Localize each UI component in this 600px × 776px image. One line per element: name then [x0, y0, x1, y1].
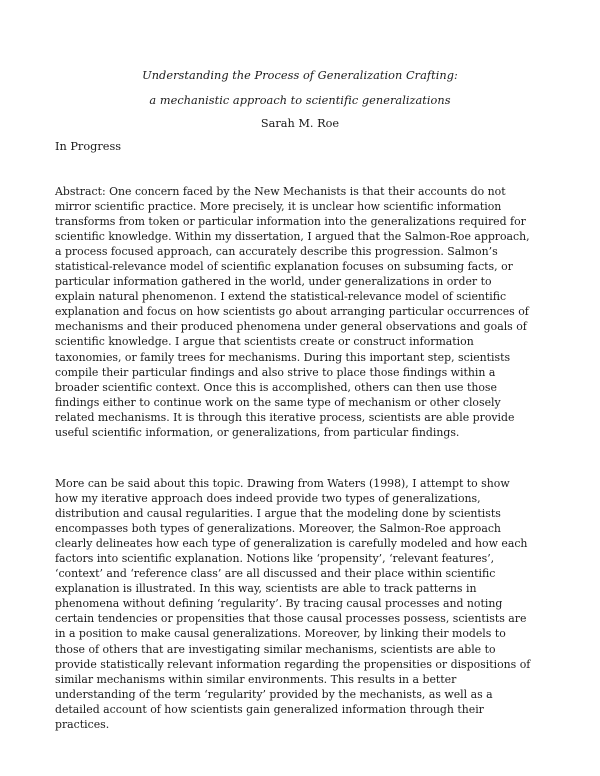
title-line-2: a mechanistic approach to scientific generalizations	[149, 94, 451, 107]
body-paragraph	[55, 476, 555, 732]
text-line: explain natural phenomenon. I extend the statistical-relevance model of scientific	[55, 290, 507, 304]
text-line: taxonomies, or family trees for mechanisms. During this important step, scientists	[55, 350, 511, 364]
text-line: practices.	[55, 717, 110, 731]
text-line: related mechanisms. It is through this iterative process, scientists are able provide	[55, 410, 515, 424]
text-line: More can be said about this topic. Drawing from Waters (1998), I attempt to show	[55, 477, 510, 490]
author-name: Sarah M. Roe	[260, 117, 340, 130]
abstract-paragraph	[55, 184, 555, 440]
text-line: particular information gathered in the world, under generalizations in order to	[55, 275, 492, 289]
text-line: mirror scientific practice. More precisely, it is unclear how scientific information	[55, 200, 502, 214]
text-line: statistical-relevance model of scientific explanation focuses on subsuming facts, or	[55, 260, 513, 274]
status-label: In Progress	[55, 140, 122, 153]
text-line: how my iterative approach does indeed provide two types of generalizations,	[55, 492, 481, 506]
text-line: explanation and focus on how scientists go about arranging particular occurrences of	[55, 305, 529, 319]
text-line: phenomena without defining ‘regularity’. By tracing causal processes and noting	[55, 597, 503, 611]
text-line: Abstract: One concern faced by the New Mechanists is that their accounts do not	[55, 185, 506, 198]
text-line: scientific knowledge. I argue that scientists create or construct information	[55, 335, 474, 349]
text-line: ‘context’ and ‘reference class’ are all discussed and their place within scientific	[55, 567, 496, 581]
text-line: understanding of the term ‘regularity’ provided by the mechanists, as well as a	[55, 687, 493, 701]
text-line: a process focused approach, can accurately describe this progression. Salmon’s	[55, 245, 498, 259]
text-line: in a position to make causal generalizations. Moreover, by linking their models to	[55, 627, 506, 641]
text-line: broader scientific context. Once this is accomplished, others can then use those	[55, 380, 497, 394]
text-line: scientific knowledge. Within my dissertation, I argued that the Salmon-Roe approach,	[55, 230, 530, 244]
text-line: provide statistically relevant information regarding the propensities or dispositions of	[55, 657, 531, 671]
text-line: similar mechanisms within similar environments. This results in a better	[55, 672, 457, 686]
text-line: explanation is illustrated. In this way, scientists are able to track patterns in	[55, 582, 477, 596]
text-line: detailed account of how scientists gain generalized information through their	[55, 702, 484, 716]
text-line: factors into scientific explanation. Notions like ‘propensity’, ‘relevant features’,	[55, 552, 495, 566]
title-line-1: Understanding the Process of Generalization Crafting:	[142, 69, 458, 82]
text-line: distribution and causal regularities. I argue that the modeling done by scientists	[55, 507, 501, 521]
text-line: useful scientific information, or generalizations, from particular findings.	[55, 425, 460, 439]
text-line: mechanisms and their produced phenomena under general observations and goals of	[55, 320, 527, 334]
text-line: compile their particular findings and also strive to place those findings within a	[55, 365, 496, 379]
text-line: findings either to continue work on the same type of mechanism or other closely	[55, 395, 501, 409]
text-line: those of others that are investigating similar mechanisms, scientists are able to	[55, 642, 496, 656]
text-line: clearly delineates how each type of generalization is carefully modeled and how each	[55, 537, 528, 551]
text-line: transforms from token or particular information into the generalizations required for	[55, 215, 526, 229]
text-line: encompasses both types of generalizations. Moreover, the Salmon-Roe approach	[55, 522, 501, 536]
text-line: certain tendencies or propensities that those causal processes possess, scientists are	[55, 612, 527, 626]
